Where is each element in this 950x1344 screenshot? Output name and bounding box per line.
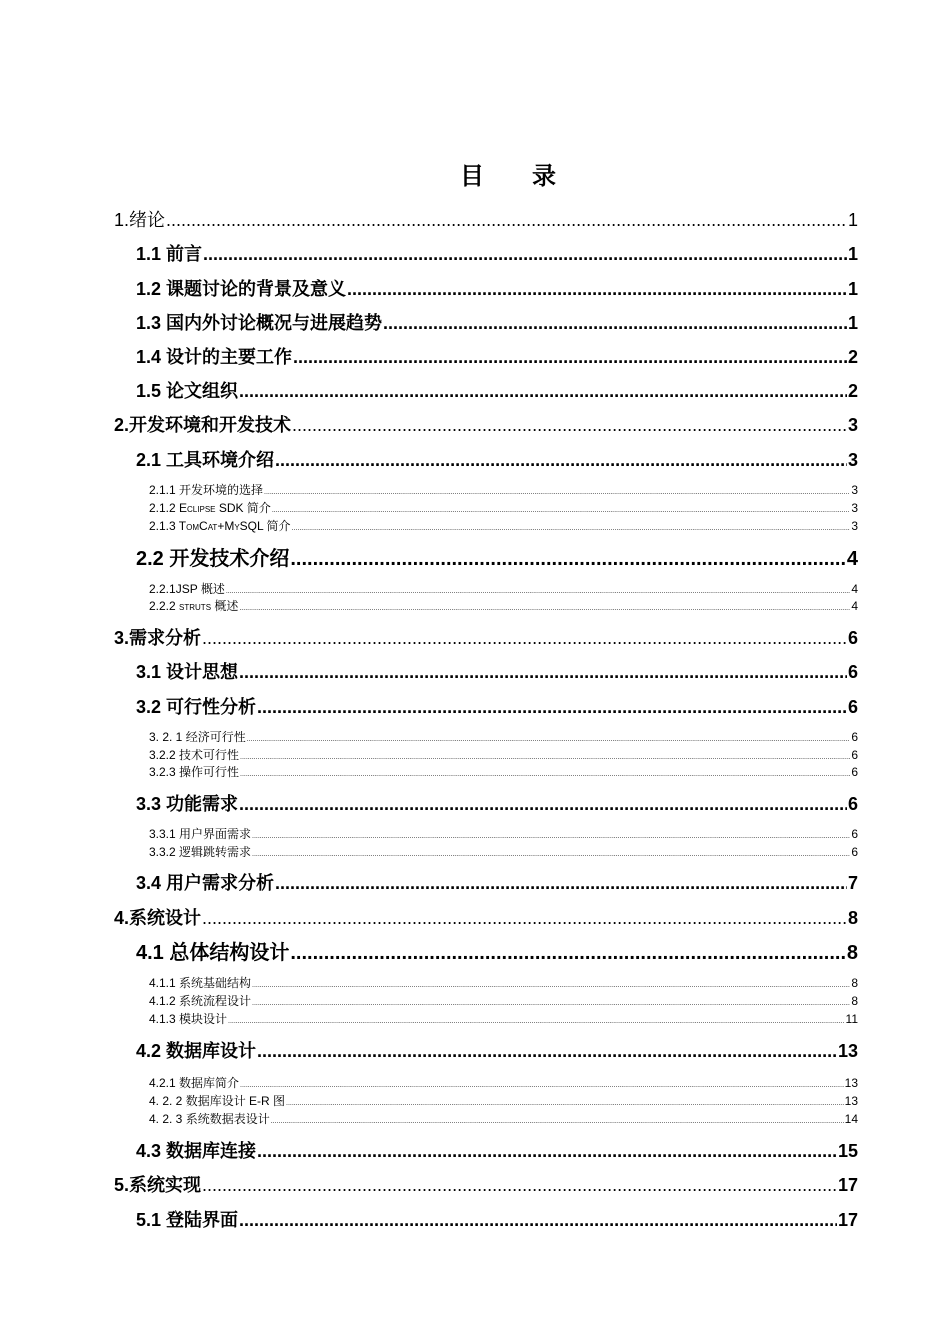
toc-entry-label: 4.2.1 数据库简介 xyxy=(149,1076,240,1090)
toc-entry[interactable] xyxy=(136,1207,858,1233)
toc-entry-page: 11 xyxy=(845,1012,858,1026)
toc-entry-label: 3.2.3 操作可行性 xyxy=(149,765,240,779)
toc-leader-dots xyxy=(252,846,850,861)
toc-entry-label: 3.需求分析 xyxy=(114,628,202,648)
toc-leader-dots xyxy=(239,659,847,685)
toc-leader-dots xyxy=(292,520,851,535)
toc-leader-dots xyxy=(202,905,847,931)
toc-entry-label: 5.系统实现 xyxy=(114,1175,202,1195)
toc-leader-dots xyxy=(347,276,847,302)
toc-entry-label: 2.开发环境和开发技术 xyxy=(114,415,292,435)
toc-entry-label: 2.2.2 struts 概述 xyxy=(149,599,239,613)
toc-entry-label: 1.3 国内外讨论概况与进展趋势 xyxy=(136,313,383,333)
toc-leader-dots xyxy=(226,583,850,598)
toc-leader-dots xyxy=(240,1077,844,1092)
toc-entry[interactable] xyxy=(149,1111,858,1128)
toc-entry-label: 4. 2. 3 系统数据表设计 xyxy=(149,1112,270,1126)
toc-entry-page: 8 xyxy=(847,908,858,928)
toc-entry-page: 3 xyxy=(847,415,858,435)
toc-entry-page: 6 xyxy=(851,730,858,744)
toc-entry-label: 2.2.1JSP 概述 xyxy=(149,582,225,596)
toc-entry[interactable] xyxy=(149,482,858,499)
toc-entry-page: 3 xyxy=(851,483,858,497)
toc-entry-page: 17 xyxy=(837,1210,858,1230)
toc-title-left: 目 xyxy=(460,162,484,190)
toc-entry-label: 4.1.2 系统流程设计 xyxy=(149,994,252,1008)
toc-title-right: 录 xyxy=(532,162,556,190)
toc-entry-page: 4 xyxy=(846,548,858,570)
toc-entry[interactable] xyxy=(136,310,858,336)
toc-entry-label: 4.1 总体结构设计 xyxy=(136,942,290,964)
toc-entry-label: 2.1 工具环境介绍 xyxy=(136,450,275,470)
toc-leader-dots xyxy=(290,940,846,966)
toc-leader-dots xyxy=(203,241,847,267)
toc-entry-page: 3 xyxy=(851,501,858,515)
toc-leader-dots xyxy=(239,600,850,615)
toc-entry[interactable] xyxy=(149,747,858,764)
toc-entry-page: 6 xyxy=(851,827,858,841)
toc-entry-label: 3.3 功能需求 xyxy=(136,794,239,814)
toc-entry-page: 1 xyxy=(847,313,858,333)
toc-entry-page: 6 xyxy=(851,748,858,762)
toc-entry[interactable] xyxy=(114,905,858,931)
toc-leader-dots xyxy=(264,484,850,499)
toc-entry-label: 2.1.1 开发环境的选择 xyxy=(149,483,264,497)
toc-entry-label: 2.1.3 TomCat+MySQL 简介 xyxy=(149,519,291,533)
toc-entry-page: 14 xyxy=(844,1112,858,1126)
toc-leader-dots xyxy=(228,1013,845,1028)
toc-entry-label: 4.系统设计 xyxy=(114,908,202,928)
toc-entry-page: 4 xyxy=(851,599,858,613)
toc-entry[interactable] xyxy=(149,598,858,615)
toc-entry[interactable] xyxy=(149,581,858,598)
toc-entry[interactable] xyxy=(149,826,858,843)
toc-leader-dots xyxy=(240,749,850,764)
toc-entry-label: 3.4 用户需求分析 xyxy=(136,873,275,893)
toc-entry-label: 3.2 可行性分析 xyxy=(136,697,257,717)
toc-entry-label: 5.1 登陆界面 xyxy=(136,1210,239,1230)
toc-entry-page: 7 xyxy=(847,873,858,893)
toc-entry-label: 1.5 论文组织 xyxy=(136,381,239,401)
toc-entry-page: 8 xyxy=(851,976,858,990)
toc-entry-label: 1.绪论 xyxy=(114,210,166,230)
toc-entry-label: 3.1 设计思想 xyxy=(136,662,239,682)
toc-entry-label: 4.2 数据库设计 xyxy=(136,1041,257,1061)
toc-leader-dots xyxy=(383,310,847,336)
toc-entry-page: 8 xyxy=(846,942,858,964)
toc-leader-dots xyxy=(293,344,847,370)
toc-entry-page: 6 xyxy=(847,794,858,814)
toc-entry[interactable] xyxy=(136,241,858,267)
toc-entry-label: 1.2 课题讨论的背景及意义 xyxy=(136,279,347,299)
toc-entry-label: 3.3.2 逻辑跳转需求 xyxy=(149,845,252,859)
toc-entry[interactable] xyxy=(149,518,858,535)
toc-leader-dots xyxy=(252,977,850,992)
toc-leader-dots xyxy=(202,625,847,651)
toc-entry[interactable] xyxy=(149,1011,858,1028)
toc-entry-page: 13 xyxy=(837,1041,858,1061)
toc-leader-dots xyxy=(272,502,850,517)
toc-leader-dots xyxy=(252,995,850,1010)
toc-entry[interactable] xyxy=(114,1172,858,1198)
toc-entry[interactable] xyxy=(136,378,858,404)
toc-entry-label: 4.3 数据库连接 xyxy=(136,1141,257,1161)
toc-leader-dots xyxy=(292,412,847,438)
toc-entry[interactable] xyxy=(149,500,858,517)
toc-entry-label: 3. 2. 1 经济可行性 xyxy=(149,730,246,744)
toc-leader-dots xyxy=(239,791,847,817)
toc-entry-page: 6 xyxy=(847,628,858,648)
toc-entry-page: 15 xyxy=(837,1141,858,1161)
toc-leader-dots xyxy=(286,1095,844,1110)
toc-entry-page: 17 xyxy=(837,1175,858,1195)
toc-entry[interactable] xyxy=(136,659,858,685)
toc-entry-label: 2.1.2 Eclipse SDK 简介 xyxy=(149,501,271,515)
toc-entry[interactable] xyxy=(136,1138,858,1164)
toc-leader-dots xyxy=(239,1207,837,1233)
toc-leader-dots xyxy=(275,870,847,896)
toc-entry-page: 6 xyxy=(851,845,858,859)
toc-entry[interactable] xyxy=(114,207,858,233)
toc-leader-dots xyxy=(257,694,847,720)
toc-entry[interactable] xyxy=(136,1038,858,1064)
toc-entry-page: 6 xyxy=(847,662,858,682)
toc-entry[interactable] xyxy=(136,447,858,473)
toc-entry[interactable] xyxy=(136,276,858,302)
toc-entry-label: 1.4 设计的主要工作 xyxy=(136,347,293,367)
toc-leader-dots xyxy=(166,207,847,233)
toc-entry-page: 13 xyxy=(844,1076,858,1090)
toc-entry-page: 4 xyxy=(851,582,858,596)
toc-entry-page: 1 xyxy=(847,279,858,299)
toc-entry-page: 6 xyxy=(847,697,858,717)
toc-entry[interactable] xyxy=(136,791,858,817)
toc-entry[interactable] xyxy=(136,546,858,572)
toc-entry-label: 4.1.1 系统基础结构 xyxy=(149,976,252,990)
toc-leader-dots xyxy=(275,447,847,473)
toc-entry[interactable] xyxy=(149,975,858,992)
toc-entry[interactable] xyxy=(149,764,858,781)
toc-leader-dots xyxy=(257,1038,837,1064)
toc-entry-page: 1 xyxy=(847,210,858,230)
toc-entry-page: 6 xyxy=(851,765,858,779)
toc-entry-label: 3.2.2 技术可行性 xyxy=(149,748,240,762)
toc-entry-page: 3 xyxy=(847,450,858,470)
toc-entry-label: 4. 2. 2 数据库设计 E-R 图 xyxy=(149,1094,286,1108)
toc-entry-page: 2 xyxy=(847,381,858,401)
toc-leader-dots xyxy=(257,1138,837,1164)
toc-leader-dots xyxy=(252,828,850,843)
toc-entry-page: 2 xyxy=(847,347,858,367)
toc-entry[interactable] xyxy=(149,1093,858,1110)
toc-entry-label: 1.1 前言 xyxy=(136,244,203,264)
toc-entry[interactable] xyxy=(149,993,858,1010)
toc-entry-page: 8 xyxy=(851,994,858,1008)
toc-entry-label: 3.3.1 用户界面需求 xyxy=(149,827,252,841)
toc-title xyxy=(0,156,950,191)
toc-entry[interactable] xyxy=(136,870,858,896)
toc-entry[interactable] xyxy=(149,729,858,746)
toc-entry[interactable] xyxy=(136,694,858,720)
toc-leader-dots xyxy=(202,1172,837,1198)
toc-entry-label: 4.1.3 模块设计 xyxy=(149,1012,228,1026)
toc-entry-page: 1 xyxy=(847,244,858,264)
toc-leader-dots xyxy=(271,1113,844,1128)
toc-leader-dots xyxy=(239,378,847,404)
toc-entry-page: 3 xyxy=(851,519,858,533)
toc-leader-dots xyxy=(247,731,851,746)
toc-entry[interactable] xyxy=(114,625,858,651)
toc-entry[interactable] xyxy=(136,940,858,966)
toc-entry-label: 2.2 开发技术介绍 xyxy=(136,548,290,570)
toc-entry[interactable] xyxy=(136,344,858,370)
toc-entry[interactable] xyxy=(149,844,858,861)
toc-leader-dots xyxy=(290,546,846,572)
toc-entry[interactable] xyxy=(149,1075,858,1092)
toc-leader-dots xyxy=(240,766,850,781)
toc-entry[interactable] xyxy=(114,412,858,438)
toc-entry-page: 13 xyxy=(844,1094,858,1108)
